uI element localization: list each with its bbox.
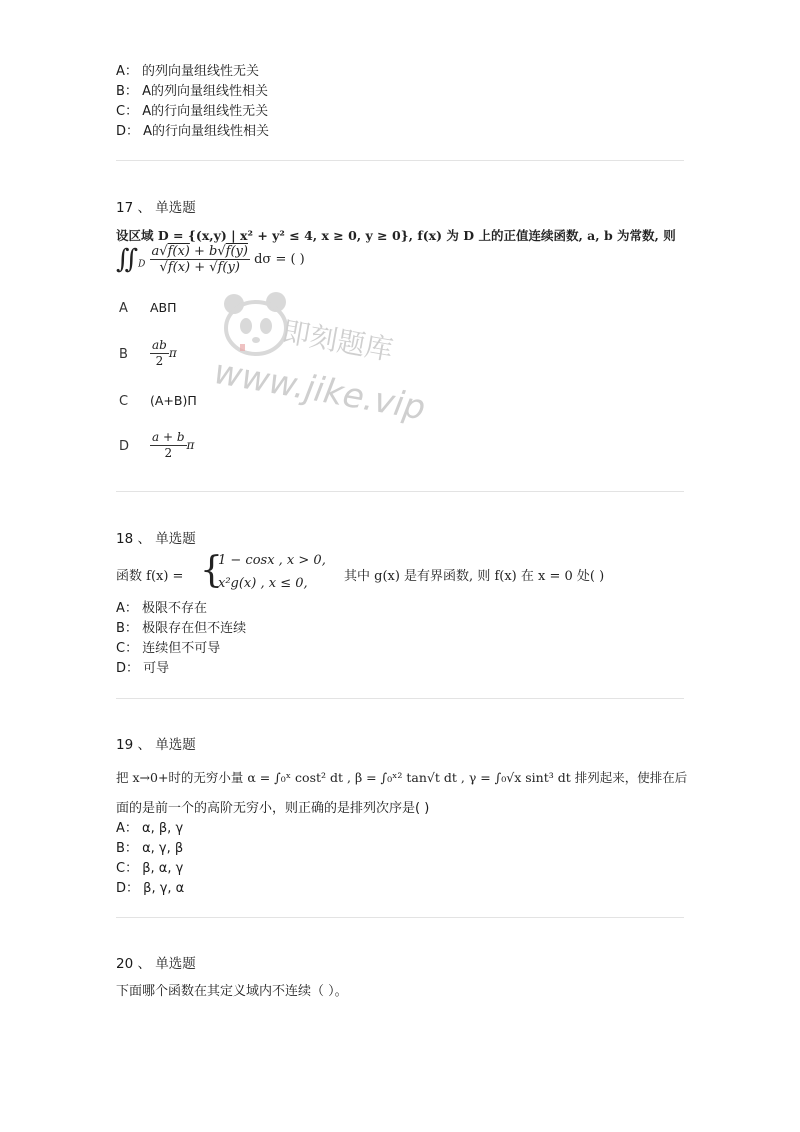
option-text: A的行向量组线性相关 (143, 124, 270, 139)
q18-option-b[interactable] (116, 619, 246, 639)
q17-option-c-text[interactable]: (A+B)Π (150, 393, 197, 408)
q17-option-c-letter[interactable]: C (119, 394, 129, 409)
q19-option-b[interactable] (116, 839, 183, 859)
stem-prefix: 函数 f(x) = (116, 569, 184, 584)
option-key: B： (116, 841, 138, 856)
option-text: α, β, γ (142, 821, 184, 836)
divider (116, 917, 684, 918)
option-text: 极限存在但不连续 (142, 621, 247, 636)
option-key: D： (116, 881, 140, 896)
option-text: 连续但不可导 (142, 641, 221, 656)
q17-option-a-letter[interactable]: A (119, 301, 128, 316)
q16-option-b[interactable] (116, 82, 268, 102)
option-text: A的行向量组线性无关 (142, 104, 269, 119)
option-text: A的列向量组线性相关 (142, 84, 268, 99)
q18-option-c[interactable] (116, 639, 220, 659)
option-key: B： (116, 84, 138, 99)
option-text: β, α, γ (142, 861, 184, 876)
watermark-brand: 即刻题库 (279, 314, 396, 367)
q18-header: 18 、 单选题 (116, 531, 196, 547)
option-text: 的列向量组线性无关 (142, 64, 260, 79)
q19-stem-line2: 面的是前一个的高阶无穷小，则正确的是排列次序是( ) (116, 801, 430, 816)
divider (116, 491, 684, 492)
q19-option-d[interactable] (116, 879, 184, 899)
piecewise-case-2: x²g(x) , x ≤ 0, (218, 576, 308, 591)
pi-symbol: π (168, 346, 177, 360)
q20-stem: 下面哪个函数在其定义域内不连续（ ）。 (116, 984, 348, 999)
option-key: C： (116, 641, 139, 656)
q20-header: 20 、 单选题 (116, 956, 196, 972)
q17-header: 17 、 单选题 (116, 200, 196, 216)
q17-integral: $∬_D$ $\frac{a√f(x) + b√f(y)}{√f(x) + √f(y)}$ dσ = ( ) (116, 244, 305, 275)
integral-tail: dσ = ( ) (254, 252, 305, 267)
option-key: B： (116, 621, 138, 636)
q18-option-a[interactable] (116, 599, 207, 619)
fraction-denominator: 2 (164, 446, 173, 460)
q19-header: 19 、 单选题 (116, 737, 196, 753)
q17-option-d-letter[interactable]: D (119, 439, 130, 454)
option-key: A： (116, 821, 138, 836)
q17-stem: 设区域 D = {(x,y) | x² + y² ≤ 4, x ≥ 0, y ≥ 0}, f(x) 为 D 上的正值连续函数, a, b 为常数, 则 (116, 228, 676, 243)
option-key: A： (116, 601, 138, 616)
q16-option-c[interactable] (116, 102, 268, 122)
fraction-denominator: 2 (155, 354, 164, 368)
q16-option-a[interactable] (116, 62, 259, 82)
q19-option-a[interactable] (116, 819, 183, 839)
q17-option-b-letter[interactable]: B (119, 347, 128, 362)
q19-option-c[interactable] (116, 859, 183, 879)
option-key: A： (116, 64, 138, 79)
q17-option-a-text[interactable]: ABΠ (150, 300, 177, 315)
option-text: 极限不存在 (142, 601, 208, 616)
option-key: C： (116, 104, 139, 119)
watermark-url: www.jike.vip (211, 352, 429, 429)
option-key: C： (116, 861, 139, 876)
q19-stem-line1: 把 x→0+时的无穷小量 α = ∫₀ˣ cost² dt , β = ∫₀ˣ² tan√t dt , γ = ∫₀√x sint³ dt 排列起来，使排在后 (116, 770, 688, 785)
option-key: D： (116, 661, 140, 676)
option-text: β, γ, α (143, 881, 185, 896)
option-text: α, γ, β (142, 841, 184, 856)
q18-option-d[interactable] (116, 659, 169, 679)
option-text: 可导 (143, 661, 170, 676)
q17-option-b-math[interactable] (150, 338, 177, 369)
option-key: D： (116, 124, 140, 139)
divider (116, 160, 684, 161)
q17-option-d-math[interactable] (150, 430, 194, 461)
q16-option-d[interactable] (116, 122, 269, 142)
piecewise-brace: { (200, 550, 223, 591)
stem-suffix: 其中 g(x) 是有界函数, 则 f(x) 在 x = 0 处( ) (344, 569, 605, 584)
divider (116, 698, 684, 699)
double-integral-sign: ∬ (116, 244, 139, 275)
integral-fraction: $\frac{a√f(x) + b√f(y)}{√f(x) + √f(y)}$ (151, 244, 248, 275)
piecewise-case-1: 1 − cosx , x > 0, (218, 553, 326, 568)
pi-symbol: π (186, 438, 195, 452)
fraction-numerator: a + b (152, 430, 185, 444)
fraction-numerator: ab (152, 338, 167, 352)
